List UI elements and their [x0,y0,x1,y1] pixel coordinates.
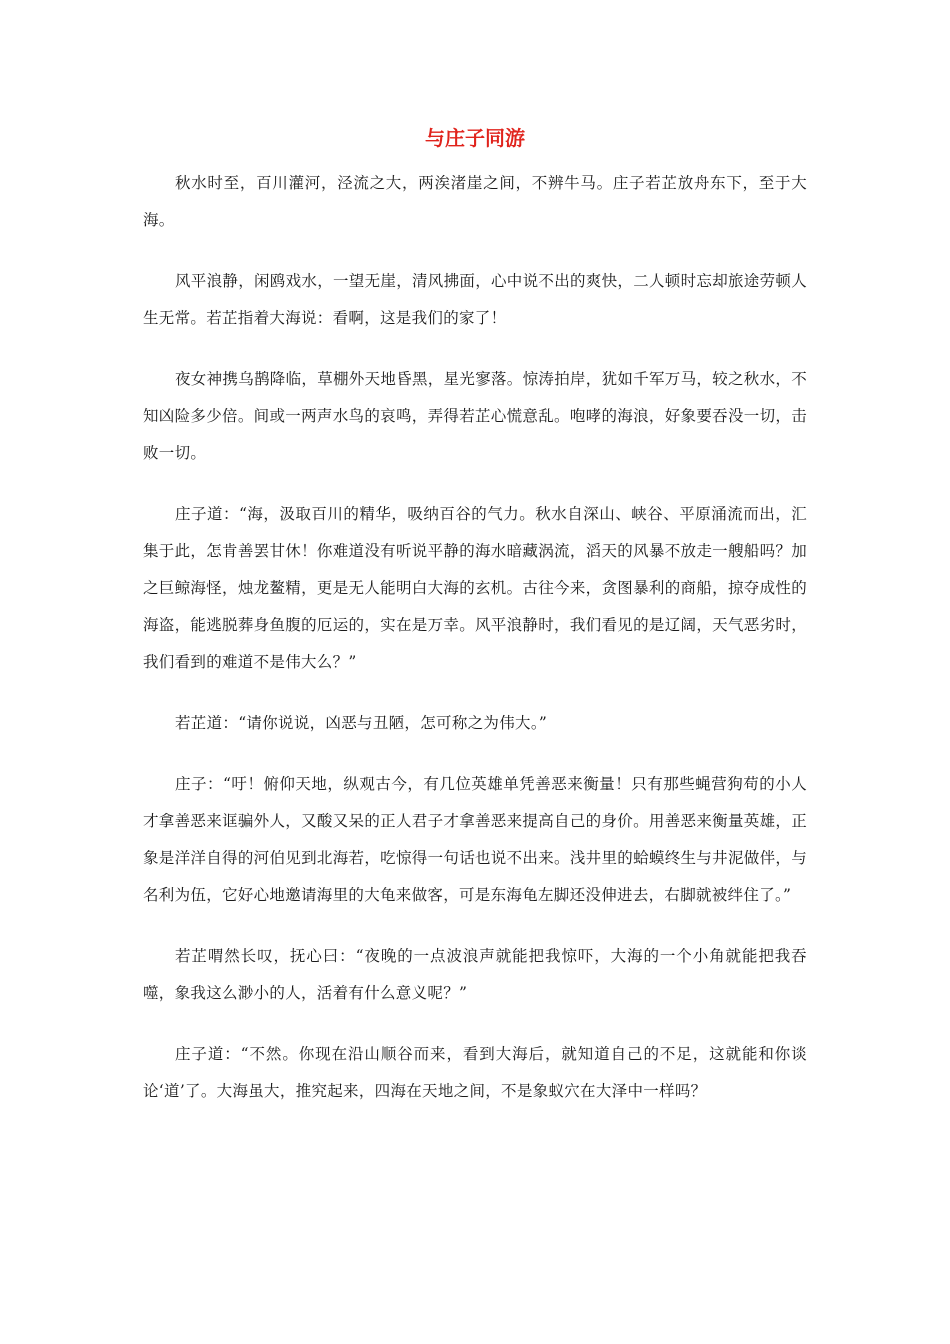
paragraph: 秋水时至，百川灌河，泾流之大，两涘渚崖之间，不辨牛马。庄子若芷放舟东下，至于大海。 [143,174,807,229]
paragraph: 若芷喟然长叹，抚心曰：“夜晚的一点波浪声就能把我惊吓，大海的一个小角就能把我吞噬，象我这么渺小的人，活着有什么意义呢？” [143,947,807,1002]
paragraph: 夜女神携乌鹊降临，草棚外天地昏黑，星光寥落。惊涛拍岸，犹如千军万马，较之秋水，不知凶险多少倍。间或一两声水鸟的哀鸣，弄得若芷心慌意乱。咆哮的海浪，好象要吞没一切，击败一切。 [143,370,808,462]
document-body [143,165,807,1134]
paragraph: 若芷道：“请你说说，凶恶与丑陋，怎可称之为伟大。” [175,714,548,732]
paragraph: 风平浪静，闲鸥戏水，一望无崖，清风拂面，心中说不出的爽快，二人顿时忘却旅途劳顿人生无常。若芷指着大海说：看啊，这是我们的家了！ [143,272,808,327]
paragraph: 庄子道：“不然。你现在沿山顺谷而来，看到大海后，就知道自己的不足，这就能和你谈论‘道’了。大海虽大，推究起来，四海在天地之间，不是象蚁穴在大泽中一样吗？ [143,1045,807,1100]
paragraph: 庄子：“吁！俯仰天地，纵观古今，有几位英雄单凭善恶来衡量！只有那些蝇营狗苟的小人才拿善恶来诓骗外人，又酸又呆的正人君子才拿善恶来提高自己的身价。用善恶来衡量英雄，正象是洋洋自得的河伯见到北海若，吃惊得一句话也说不出来。浅井里的蛤蟆终生与井泥做伴，与名利为伍，它好心地邀请海里的大龟来做客，可是东海龟左脚还没伸进去，右脚就被绊住了。” [143,775,807,904]
document-title: 与庄子同游 [425,126,525,150]
paragraph: 庄子道：“海，汲取百川的精华，吸纳百谷的气力。秋水自深山、峡谷、平原涌流而出，汇集于此，怎肯善罢甘休！你难道没有听说平静的海水暗藏涡流，滔天的风暴不放走一艘船吗？加之巨鲸海怪，烛龙鳌精，更是无人能明白大海的玄机。古往今来，贪图暴利的商船，掠夺成性的海盗，能逃脱葬身鱼腹的厄运的，实在是万幸。风平浪静时，我们看见的是辽阔，天气恶劣时，我们看到的难道不是伟大么？” [143,505,807,671]
